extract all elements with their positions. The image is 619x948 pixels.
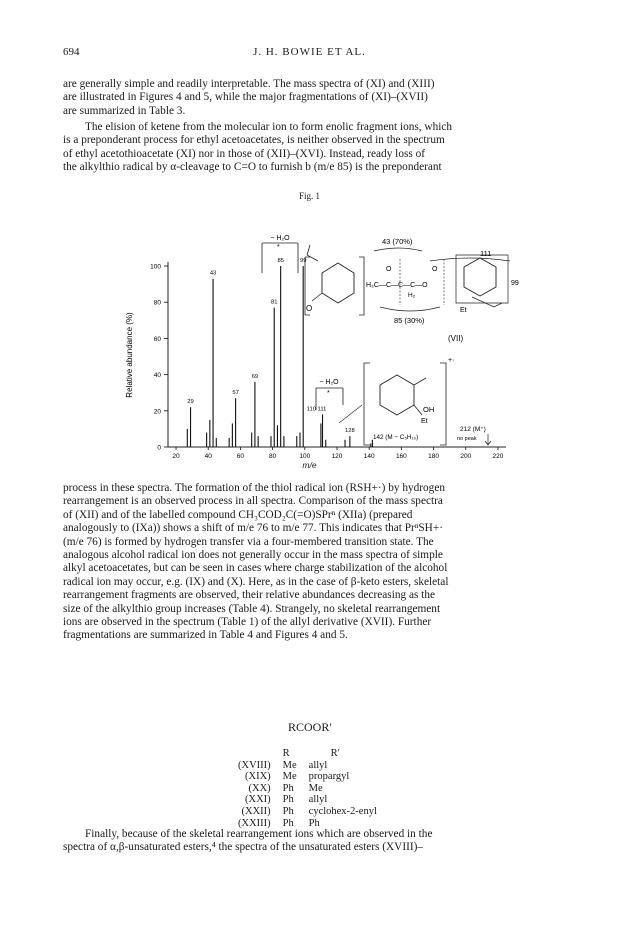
text-line: spectra of α,β-unsaturated esters,⁴ the spectra of the unsaturated esters (XVIII)– (63, 841, 424, 854)
hydroxyl-label: OH (423, 405, 435, 414)
peak-label: 69 (251, 373, 259, 380)
fragment-brace (430, 258, 510, 261)
fragment-99-label: 99 (511, 280, 519, 287)
text-line: fragmentations are summarized in Table 4 and Figures 4 and 5. (63, 629, 348, 642)
asterisk-mark: * (327, 390, 330, 397)
r-group: Ph (282, 817, 294, 829)
x-tick-label: 220 (492, 453, 504, 460)
peak-label: 128 (345, 428, 355, 435)
molecular-ion-structure (364, 357, 454, 445)
compound-id: (XVIII) (238, 759, 271, 771)
figure-caption: Fig. 1 (298, 191, 320, 201)
text-line: of (XII) and of the labelled compound CH₃COD₂C(=O)SPrⁿ (XIIa) (prepared (63, 508, 413, 521)
y-tick-label: 0 (157, 444, 161, 452)
paragraph-3 (63, 482, 563, 643)
peak-label: 57 (232, 390, 239, 397)
text-line: radical ion may occur, e.g. (IX) and (X). Here, as in the case of β-keto esters, skeletal (63, 575, 449, 588)
table-row (232, 794, 383, 806)
x-tick-label: 200 (460, 453, 472, 460)
r-prime-group: Ph (308, 817, 320, 829)
methylene-label: H₂ (408, 292, 416, 299)
column-header: R′ (330, 748, 340, 759)
arrow-line (339, 405, 362, 423)
peak-label: 43 (209, 270, 217, 277)
x-tick-label: 100 (299, 453, 311, 460)
y-tick-label: 40 (153, 372, 161, 380)
r-prime-group: allyl (308, 759, 328, 771)
table-row (232, 783, 383, 795)
text-line: rearrangement is an observed process in all spectra. Comparison of the mass spectra (63, 495, 443, 508)
paragraph-1 (63, 78, 563, 118)
text-line: analogous alcohol radical ion does not generally occur in the mass spectra of simple (63, 549, 443, 562)
y-tick-label: 100 (150, 263, 161, 271)
text-line: size of the alkylthio group increases (Table 4). Strangely, no skeletal rearrangement (63, 602, 441, 615)
text-line: analogously to (IXa)) shows a shift of m/e 76 to m/e 77. This indicates that PrⁿSH+· (63, 522, 443, 535)
ester-chain: H₃C—C—C—C—O (366, 282, 428, 289)
text-line: ions are observed in the spectrum (Table 1) of the allyl derivative (XVII). Further (63, 616, 432, 629)
peak-label: 81 (271, 299, 278, 306)
cyclohexane-ring (464, 258, 496, 296)
text-line: is a preponderant process for ethyl acetoacetates, is neither observed in the spectrum (63, 134, 445, 147)
page-number: 694 (63, 46, 80, 58)
text-line: the alkylthio radical by α-cleavage to C=O to furnish b (m/e 85) is the preponderant (63, 161, 442, 174)
paragraph-2 (63, 121, 563, 175)
peak-label: 85 (277, 258, 284, 265)
no-peak-arrow (485, 434, 491, 445)
x-tick-label: 80 (269, 453, 277, 460)
ethyl-label: Et (460, 307, 467, 314)
text-line: The elision of ketene from the molecular ion to form enolic fragment ions, which (85, 121, 453, 133)
x-tick-label: 120 (331, 453, 343, 460)
text-line: are illustrated in Figures 4 and 5, while the major fragmentations of (XI)–(XVII) (63, 91, 428, 104)
fragment-43-label: 43 (70%) (382, 237, 413, 246)
table-header-row (232, 748, 383, 760)
r-prime-group: Me (308, 782, 323, 794)
x-tick-label: 180 (428, 453, 440, 460)
r-group: Me (282, 759, 297, 771)
x-tick-label: 160 (395, 453, 407, 460)
text-line: rearrangement fragments are observed, their relative abundances decreasing as the (63, 589, 435, 602)
compound-id: (XXIII) (238, 817, 271, 829)
ethyl-label: Et (421, 418, 428, 425)
fragment-brace (380, 307, 440, 311)
fragment-142-label: 142 (M − C₅H₁₀) (373, 434, 419, 441)
water-loss-label-top: − H₂O (270, 235, 290, 242)
text-line: alkyl acetoacetates, but can be seen in cases where charge stabilization of the alcohol (63, 562, 448, 575)
r-group: Ph (282, 805, 294, 817)
text-line: (m/e 76) is formed by hydrogen transfer via a four-membered transition state. The (63, 535, 434, 548)
x-tick-label: 60 (236, 453, 245, 460)
r-prime-group: propargyl (308, 771, 350, 783)
ethyl-bond (472, 297, 502, 307)
r-prime-group: cyclohex-2-enyl (308, 805, 377, 817)
compound-id: (XX) (248, 782, 271, 794)
table-row (232, 760, 383, 772)
svg-text:+·: +· (448, 357, 455, 364)
molecular-ion-label: 212 (M⁺) (460, 426, 486, 433)
general-formula: RCOOR′ (288, 720, 332, 734)
carbonyl-oxygen-1: O (386, 266, 392, 273)
y-axis-label: Relative abundance (%) (125, 312, 134, 398)
fragment-brace (374, 248, 422, 251)
paragraph-4 (63, 828, 563, 855)
running-title: J. H. BOWIE ET AL. (253, 46, 366, 58)
y-tick-label: 20 (153, 408, 161, 416)
r-group: Me (282, 771, 297, 783)
compound-label: (VII) (448, 334, 464, 343)
table-row (232, 806, 383, 818)
text-line: of ethyl acetothioacetate (XI) nor in those of (XII)–(XVI). Instead, ready loss of (63, 147, 425, 160)
r-group: Ph (282, 794, 294, 806)
enol-oxygen: O (306, 304, 313, 313)
mass-spectrum-figure (110, 215, 520, 470)
text-line: are generally simple and readily interpretable. The mass spectra of (XI) and (XIII) (63, 78, 435, 90)
no-peak-label: no peak (457, 436, 477, 442)
fragment-85-label: 85 (30%) (394, 316, 425, 325)
x-tick-label: 140 (363, 453, 375, 460)
r-prime-group: allyl (308, 794, 328, 806)
water-loss-label-mid: − H₂O (319, 379, 339, 386)
x-tick-label: 40 (204, 453, 212, 460)
table-row (232, 771, 383, 783)
carbonyl-oxygen-2: O (432, 266, 438, 273)
compound-table (232, 748, 383, 829)
enol-structure (305, 245, 364, 315)
asterisk-mark: * (277, 244, 280, 251)
peak-label: 110 111 (306, 406, 327, 413)
text-line: process in these spectra. The formation of the thiol radical ion (RSH+·) by hydrogen (63, 482, 445, 494)
compound-id: (XXII) (241, 805, 271, 817)
compound-id: (XXI) (245, 794, 271, 806)
x-axis-label: m/e (302, 460, 317, 470)
peak-label: 29 (187, 399, 194, 406)
x-tick-label: 20 (172, 453, 180, 460)
peak-label: 99 (299, 258, 307, 265)
y-tick-label: 60 (153, 335, 161, 343)
fragment-111-label: 111 (480, 249, 492, 258)
text-line: Finally, because of the skeletal rearrangement ions which are observed in the (85, 828, 433, 840)
column-header: R (282, 748, 290, 759)
compound-id: (XIX) (245, 771, 271, 783)
y-tick-label: 80 (153, 299, 161, 307)
r-group: Ph (282, 782, 294, 794)
text-line: are summarized in Table 3. (63, 104, 186, 117)
